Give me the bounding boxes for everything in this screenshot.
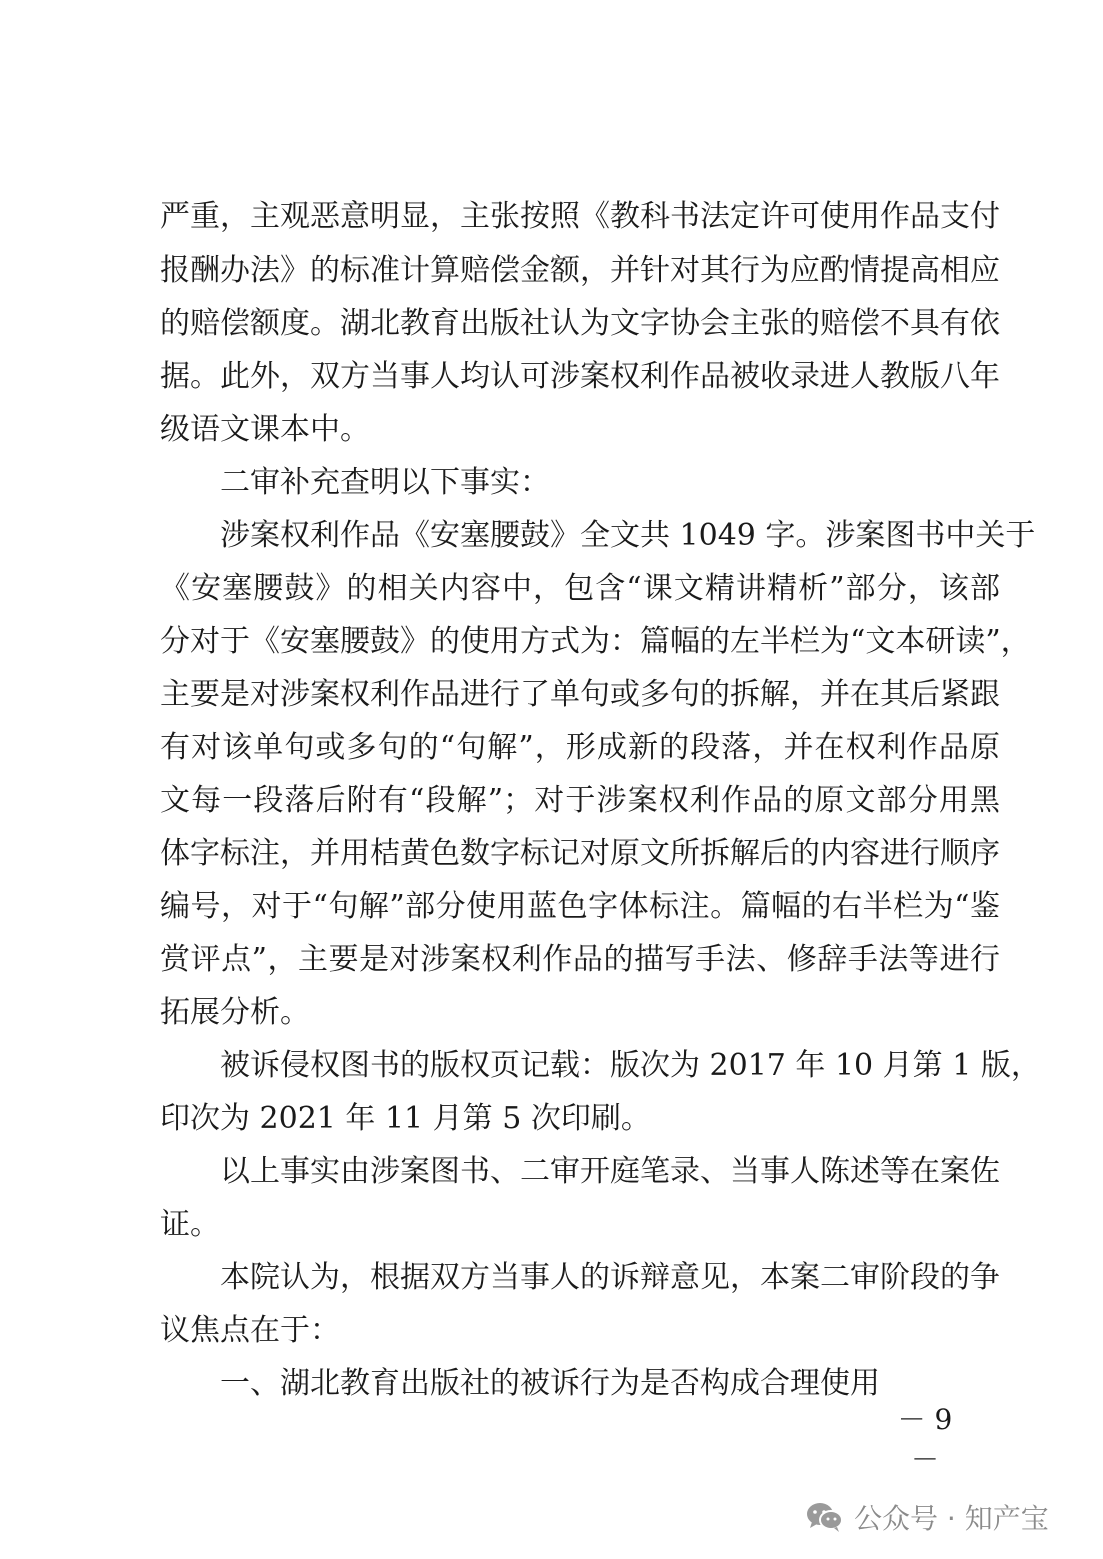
section-heading: 一、湖北教育出版社的被诉行为是否构成合理使用 — [220, 1366, 880, 1401]
text-line: 涉案权利作品《安塞腰鼓》全文共 1049 字。涉案图书中关于 — [220, 518, 1036, 553]
text-line: 的赔偿额度。湖北教育出版社认为文字协会主张的赔偿不具有依 — [160, 306, 1000, 341]
text-line: 证。 — [160, 1207, 220, 1242]
text-line: 议焦点在于： — [160, 1313, 340, 1348]
text-line: 被诉侵权图书的版权页记载：版次为 2017 年 10 月第 1 版， — [220, 1048, 1041, 1083]
wechat-icon — [806, 1501, 844, 1533]
text-line: 编号，对于“句解”部分使用蓝色字体标注。篇幅的右半栏为“鉴 — [160, 889, 1000, 924]
text-line: 文每一段落后附有“段解”；对于涉案权利作品的原文部分用黑 — [160, 783, 1000, 818]
text-line: 主要是对涉案权利作品进行了单句或多句的拆解，并在其后紧跟 — [160, 677, 1000, 712]
text-line: 赏评点”，主要是对涉案权利作品的描写手法、修辞手法等进行 — [160, 942, 1000, 977]
text-line: 印次为 2021 年 11 月第 5 次印刷。 — [160, 1101, 651, 1136]
watermark-text: 公众号 · 知产宝 — [854, 1502, 1049, 1535]
text-line: 严重，主观恶意明显，主张按照《教科书法定许可使用作品支付 — [160, 199, 1000, 234]
text-line: 分对于《安塞腰鼓》的使用方式为：篇幅的左半栏为“文本研读”， — [160, 624, 1031, 659]
text-line: 有对该单句或多句的“句解”，形成新的段落，并在权利作品原 — [160, 730, 1000, 765]
page-number: － 9 － — [897, 1403, 953, 1476]
text-line: 据。此外，双方当事人均认可涉案权利作品被收录进人教版八年 — [160, 359, 1000, 394]
text-line: 《安塞腰鼓》的相关内容中，包含“课文精讲精析”部分，该部 — [160, 571, 1000, 606]
text-line: 级语文课本中。 — [160, 412, 370, 447]
watermark — [806, 1495, 1049, 1539]
text-line: 拓展分析。 — [160, 995, 310, 1030]
text-line: 体字标注，并用桔黄色数字标记对原文所拆解后的内容进行顺序 — [160, 836, 1000, 871]
text-line: 本院认为，根据双方当事人的诉辩意见，本案二审阶段的争 — [220, 1260, 1000, 1295]
text-line: 二审补充查明以下事实： — [220, 465, 550, 500]
text-line: 以上事实由涉案图书、二审开庭笔录、当事人陈述等在案佐 — [220, 1154, 1000, 1189]
text-line: 报酬办法》的标准计算赔偿金额，并针对其行为应酌情提高相应 — [160, 253, 1000, 288]
